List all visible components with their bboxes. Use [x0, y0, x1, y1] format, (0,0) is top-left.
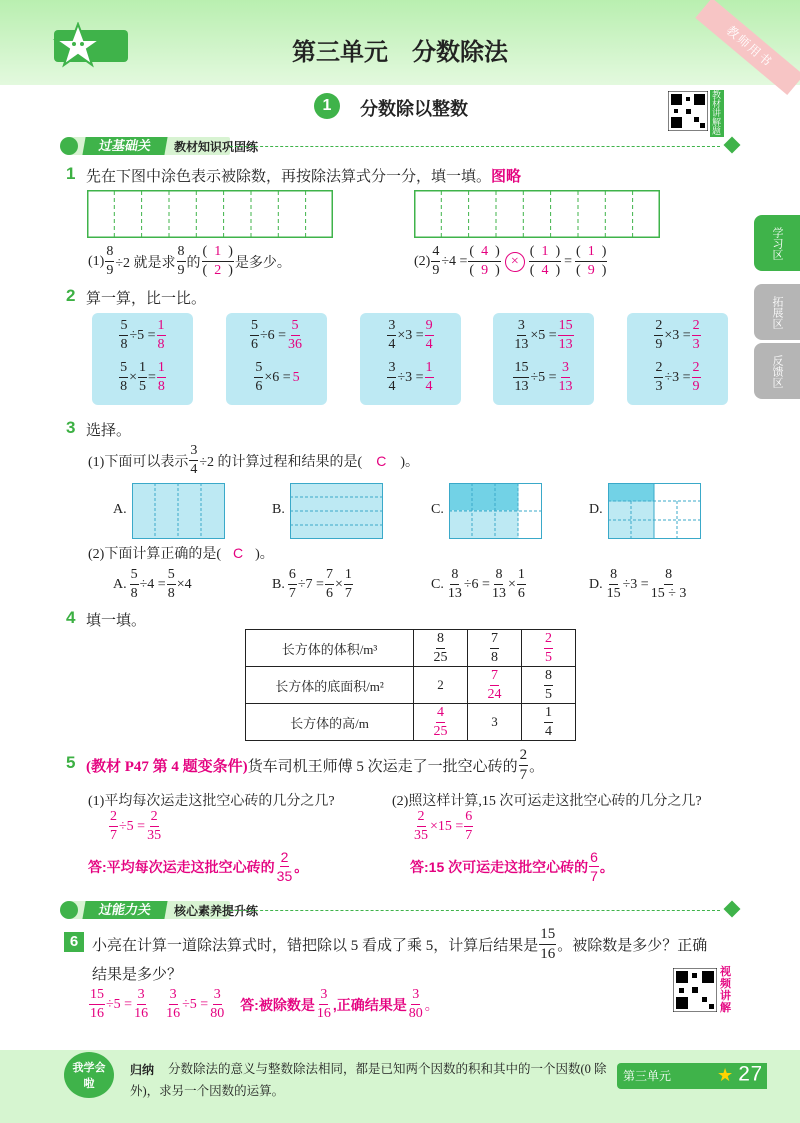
- video-label: 视频讲解: [720, 966, 731, 1014]
- lesson-number-badge: 1: [314, 93, 340, 119]
- footer-label: 归纳: [130, 1063, 155, 1077]
- side-tab-study[interactable]: 学习区: [754, 215, 800, 271]
- q1-p1-answer[interactable]: $\frac{( 1 )}{( 2 )}$: [202, 244, 233, 278]
- q5-part1-answer: 答:平均每次运走这批空心砖的 $\frac{2}{35}$ 。: [88, 849, 309, 884]
- q2-row[interactable]: $\frac{3}{4}$ ÷3 = $\frac{1}{4}$: [388, 360, 433, 394]
- side-tab-extend[interactable]: 拓展区: [754, 284, 800, 340]
- q3-opt-c-label[interactable]: C.: [431, 502, 444, 517]
- q1-text: [86, 165, 521, 186]
- q3-part1: (1)下面可以表示 $\frac{3}{4}$ ÷2 的计算过程和结果的是( C )。: [88, 443, 419, 477]
- q1-part2: (2) $\frac{4}{9}$ ÷4 = $\frac{( 4 )}{( 9 )}$ × $\frac{( 1 )}{( 4 )}$ = $\frac{( 1 )}{( 9 )}$: [414, 244, 607, 278]
- q3-opt-b-label[interactable]: B.: [272, 502, 285, 517]
- q2-row[interactable]: $\frac{3}{13}$ ×5 = $\frac{15}{13}$: [514, 318, 573, 352]
- q6-number: 6: [64, 932, 84, 952]
- q2-calc-box: [226, 313, 327, 405]
- q1-part1: (1) $\frac{8}{9}$ ÷2 就是求 $\frac{8}{9}$ 的 $\frac{( 1 )}{( 2 )}$ 是多少。: [88, 244, 291, 278]
- q3-choice-d[interactable]: D. $\frac{8}{15}$ ÷3 = $\frac{8}{15 \div 3}$: [589, 567, 687, 601]
- lesson-title: 分数除以整数: [360, 99, 468, 119]
- section-ability-badge: 过能力关: [82, 901, 167, 919]
- qr-label: 教材讲解题: [710, 90, 724, 137]
- corner-label: 教师用书: [723, 23, 776, 70]
- section-basic-badge: 过基础关: [82, 137, 167, 155]
- q1-strip-right[interactable]: [414, 190, 660, 238]
- q3-opt-b-figure[interactable]: [290, 483, 383, 544]
- q5-part2-question: (2)照这样计算,15 次可运走这批空心砖的几分之几?: [392, 794, 702, 809]
- q4-table: [245, 629, 576, 741]
- q1-note: 图略: [491, 168, 522, 185]
- q4-answer-cell[interactable]: $\frac{4}{25}$: [414, 704, 468, 741]
- q1-p2-blank1[interactable]: $\frac{( 4 )}{( 9 )}$: [469, 244, 500, 278]
- q5-part1-work: $\frac{2}{7}$ ÷5 = $\frac{2}{35}$: [110, 809, 162, 843]
- q1-p2-blank2[interactable]: $\frac{( 1 )}{( 4 )}$: [529, 244, 561, 278]
- section-ability-header: [60, 899, 742, 921]
- q3-opt-d-label[interactable]: D.: [589, 502, 603, 517]
- q3-p1-answer[interactable]: C: [376, 452, 387, 469]
- q3-opt-a-label[interactable]: A.: [113, 502, 127, 517]
- q3-opt-a-figure[interactable]: [132, 483, 225, 544]
- q2-text: 算一算，比一比。: [86, 291, 207, 307]
- q2-row[interactable]: $\frac{15}{13}$ ÷5 = $\frac{3}{13}$: [514, 360, 573, 394]
- q3-opt-d-figure[interactable]: [608, 483, 701, 544]
- page-number: 27: [738, 1061, 763, 1086]
- section-basic-header: [60, 135, 742, 157]
- q3-part2: (2)下面计算正确的是( C )。: [88, 545, 274, 562]
- q6-text: 小亮在计算一道除法算式时，错把除以 5 看成了乘 5，计算后结果是 $\frac{15}{16}$ 。被除数是多少？正确: [92, 926, 708, 962]
- footer-unit-label: 第三单元: [623, 1069, 672, 1083]
- q2-calc-box: [360, 313, 461, 405]
- q4-answer-cell[interactable]: $\frac{2}{5}$: [522, 630, 576, 667]
- row-header: 长方体的底面积/m²: [246, 667, 414, 704]
- q3-p2-answer[interactable]: C: [233, 545, 244, 561]
- q1-strip-left[interactable]: [87, 190, 333, 238]
- qr-code-video[interactable]: [673, 968, 717, 1012]
- q2-calc-box: [627, 313, 728, 405]
- q2-row[interactable]: $\frac{5}{6}$ ×6 = 5: [255, 360, 300, 394]
- q1-number: 1: [66, 164, 76, 183]
- q2-number: 2: [66, 286, 76, 305]
- table-row: 长方体的体积/m³ $\frac{8}{25}$ $\frac{7}{8}$ $\frac{2}{5}$: [246, 630, 576, 667]
- q5-part2-answer: 答:15 次可运走这批空心砖的 $\frac{6}{7}$ 。: [410, 849, 614, 884]
- q6-work: $\frac{15}{16}$ ÷5 = $\frac{3}{16}$ $\frac{3}{16}$ ÷5 = $\frac{3}{80}$ 答:被除数是 $\frac{3}{16}$ ,正确结果是 $\frac{3}{80}$ 。: [90, 987, 439, 1021]
- page-title: 第三单元 分数除法: [292, 39, 508, 66]
- q3-choice-b[interactable]: B. $\frac{6}{7}$ ÷7 = $\frac{7}{6}$ × $\frac{1}{7}$: [272, 567, 352, 601]
- q3-choice-a[interactable]: A. $\frac{5}{8}$ ÷4 = $\frac{5}{8}$ ×4: [113, 567, 192, 601]
- section-ability-desc: 核心素养提升练: [174, 904, 259, 918]
- q1-p2-op-circle[interactable]: ×: [505, 252, 525, 272]
- table-row: 长方体的高/m $\frac{4}{25}$ 3 $\frac{1}{4}$: [246, 704, 576, 741]
- q2-row[interactable]: $\frac{5}{8}$ × $\frac{1}{5}$ = $\frac{1}{8}$: [120, 360, 165, 394]
- q5-part1-question: (1)平均每次运走这批空心砖的几分之几?: [88, 794, 335, 809]
- q1-prompt: 先在下图中涂色表示被除数，再按除法算式分一分，填一填。: [86, 169, 492, 185]
- q2-row[interactable]: $\frac{3}{4}$ ×3 = $\frac{9}{4}$: [388, 318, 433, 352]
- table-row: 长方体的底面积/m² 2 $\frac{7}{24}$ $\frac{8}{5}$: [246, 667, 576, 704]
- side-tab-feedback[interactable]: 反馈区: [754, 343, 800, 399]
- q5-part2-work: $\frac{2}{35}$ ×15 = $\frac{6}{7}$: [414, 809, 473, 843]
- q2-calc-box: [92, 313, 193, 405]
- q3-choice-c[interactable]: C. $\frac{8}{13}$ ÷6 = $\frac{8}{13}$ × $\frac{1}{6}$: [431, 567, 525, 601]
- q2-row[interactable]: $\frac{2}{3}$ ÷3 = $\frac{2}{9}$: [655, 360, 700, 394]
- row-header: 长方体的高/m: [246, 704, 414, 741]
- q5-text: (教材 P47 第 4 题变条件) 货车司机王师傅 5 次运走了一批空心砖的 $\frac{2}{7}$ 。: [86, 747, 545, 783]
- q5-number: 5: [66, 753, 76, 772]
- q4-answer-cell[interactable]: $\frac{7}{24}$: [468, 667, 522, 704]
- q4-text: 填一填。: [86, 613, 147, 629]
- footer-text: 分数除法的意义与整数除法相同，都是已知两个因数的积和其中的一个因数(0 除外)，求另一个因数的运算。: [130, 1062, 607, 1098]
- row-header: 长方体的体积/m³: [246, 630, 414, 667]
- q4-number: 4: [66, 608, 76, 627]
- footer-star-icon: ★: [717, 1065, 734, 1085]
- q3-opt-c-figure[interactable]: [449, 483, 542, 544]
- qr-code-top[interactable]: [668, 91, 708, 131]
- q2-row[interactable]: $\frac{2}{9}$ ×3 = $\frac{2}{3}$: [655, 318, 700, 352]
- q2-row[interactable]: $\frac{5}{6}$ ÷6 = $\frac{5}{36}$: [250, 318, 303, 352]
- q6-text-line2: 结果是多少？: [92, 967, 183, 983]
- q1-p2-blank3[interactable]: $\frac{( 1 )}{( 9 )}$: [576, 244, 607, 278]
- q3-text: 选择。: [86, 423, 132, 439]
- q3-number: 3: [66, 418, 76, 437]
- q2-row[interactable]: $\frac{5}{8}$ ÷5 = $\frac{1}{8}$: [120, 318, 165, 352]
- section-basic-desc: 教材知识巩固练: [174, 140, 259, 154]
- footer-badge: 我学会啦: [64, 1052, 114, 1098]
- q2-calc-box: [493, 313, 594, 405]
